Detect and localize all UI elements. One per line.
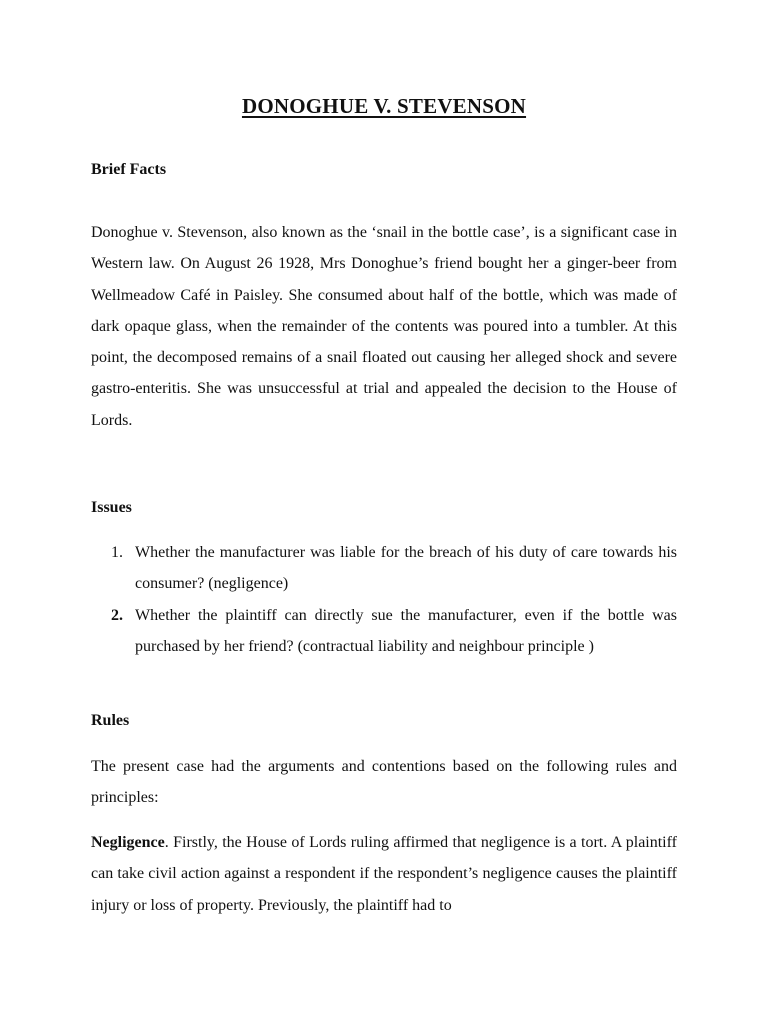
- rules-heading: Rules: [91, 712, 130, 729]
- negligence-paragraph: [91, 827, 677, 921]
- issue-number-2: 2.: [111, 606, 123, 624]
- issue-item-1: [91, 537, 677, 600]
- issue-text-2: Whether the plaintiff can directly sue the manufacturer, even if the bottle was purchased by her friend? (contractual liability and neighbour principle ): [135, 606, 677, 655]
- issue-number-1: 1.: [111, 544, 123, 561]
- issues-list: [91, 537, 677, 662]
- brief-facts-heading: Brief Facts: [91, 161, 167, 178]
- issue-text-1: Whether the manufacturer was liable for the breach of his duty of care towards his consumer? (negligence): [135, 544, 677, 593]
- negligence-term: Negligence: [91, 834, 165, 851]
- rules-intro-paragraph: The present case had the arguments and contentions based on the following rules and principles:: [91, 758, 677, 807]
- document-title: DONOGHUE V. STEVENSON: [241, 94, 527, 118]
- issue-item-2: [91, 600, 677, 663]
- issues-heading: Issues: [91, 499, 132, 516]
- brief-facts-paragraph: Donoghue v. Stevenson, also known as the ‘snail in the bottle case’, is a significant case in Western law. On August 26 1928, Mrs Donoghue’s friend bought her a ginger-beer from Wellmeadow Café in Paisley. She consumed about half of the bottle, which was made of dark opaque glass, when the remainder of the contents was poured into a tumbler. At this point, the decomposed remains of a snail floated out causing her alleged shock and severe gastro-enteritis. She was unsuccessful at trial and appealed the decision to the House of Lords.: [91, 224, 677, 429]
- negligence-text: . Firstly, the House of Lords ruling affirmed that negligence is a tort. A plaintiff can take civil action against a respondent if the respondent’s negligence causes the plaintiff injury or loss of property. Previously, the plaintiff had to: [91, 834, 677, 914]
